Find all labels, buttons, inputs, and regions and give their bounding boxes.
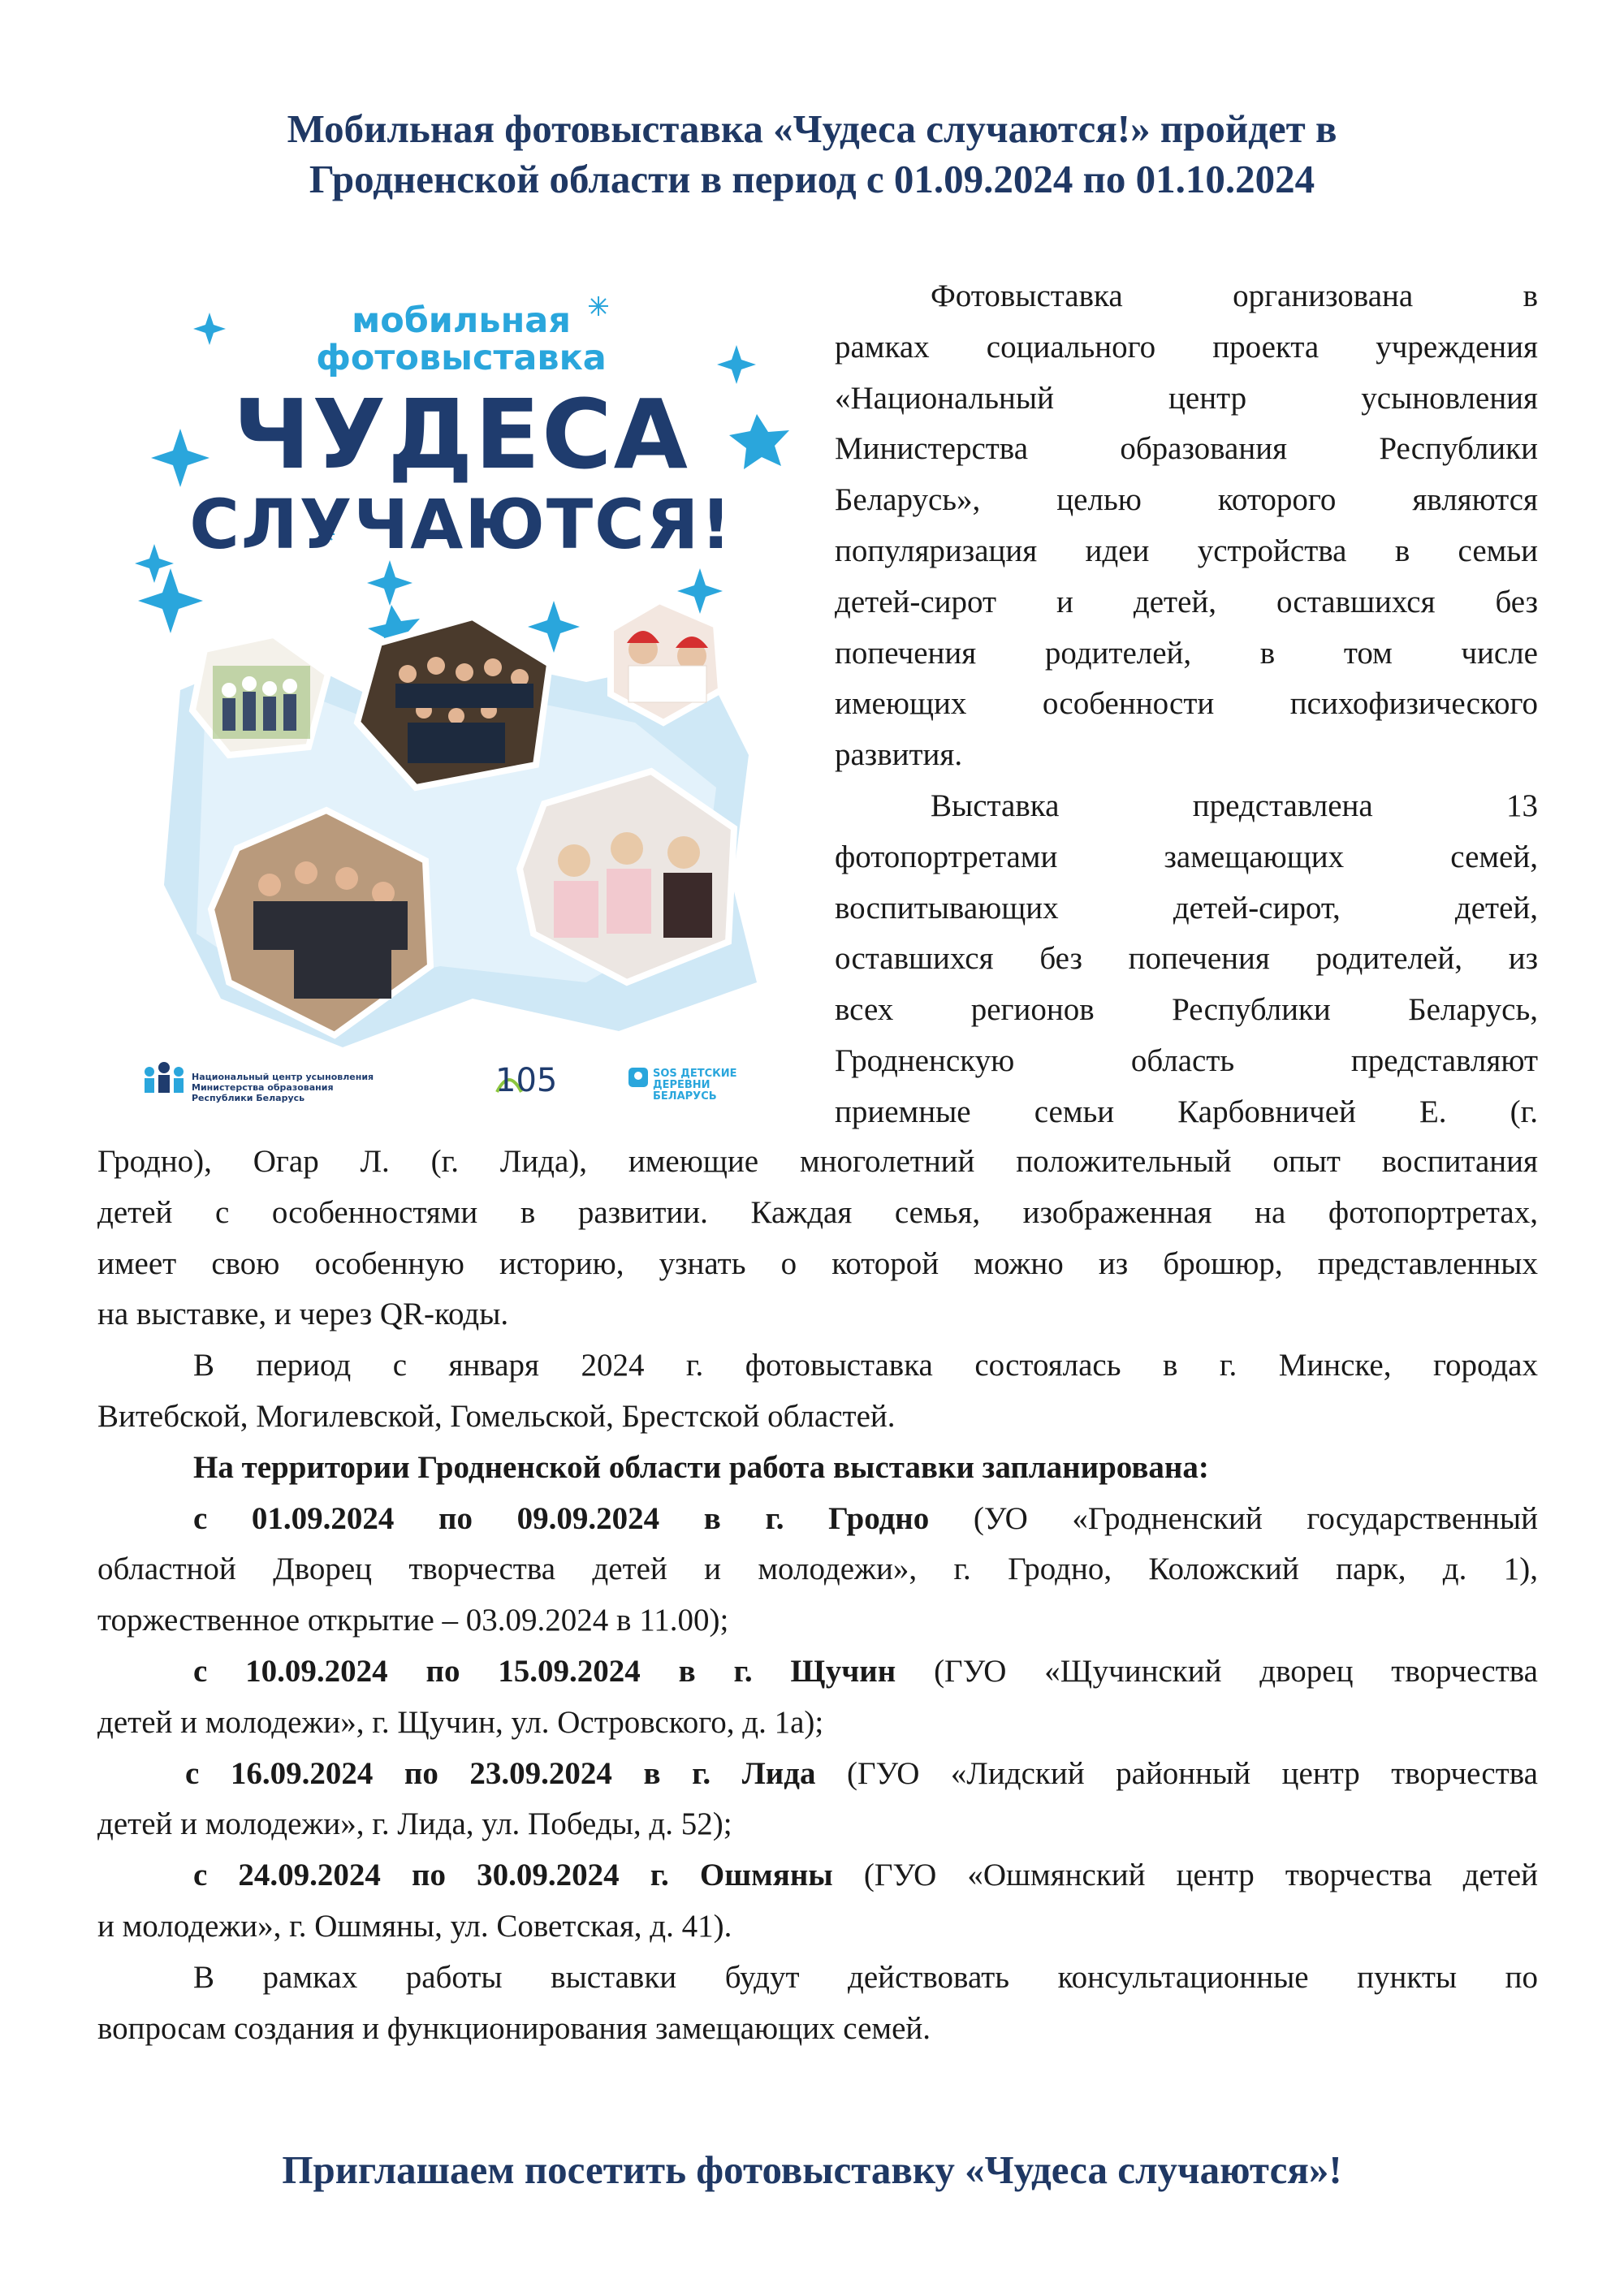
text-line: детей и молодежи», г. Щучин, ул. Островского, д. 1а); [97, 1704, 824, 1740]
text-line: детей и молодежи», г. Лида, ул. Победы, д. 52); [97, 1806, 732, 1842]
text-line: Министерства образования Республики [835, 431, 1538, 467]
text-line: развития. [835, 737, 963, 773]
text-line: Беларусь», целью которого являются [835, 482, 1538, 518]
text-line: приемные семьи Карбовничей Е. (г. [835, 1094, 1538, 1129]
exhibition-poster [132, 268, 791, 1120]
poster-heading-2: СЛУЧАЮТСЯ! [189, 485, 733, 564]
text-line: вопросам создания и функционирования замещающих семей. [97, 2010, 931, 2046]
schedule-heading: На территории Гродненской области работа выставки запланирована: [193, 1449, 1209, 1485]
sos-logo [628, 1068, 648, 1087]
text-line: Гродненскую область представляют [835, 1042, 1538, 1078]
schedule-item-2: с 10.09.2024 по 15.09.2024 в г. Щучин (ГУО «Щучинский дворец творчества [193, 1653, 1538, 1689]
closing-invitation: Приглашаем посетить фотовыставку «Чудеса случаются»! [282, 2147, 1342, 2192]
text-line: В период с января 2024 г. фотовыставка состоялась в г. Минске, городах [193, 1348, 1538, 1383]
adoption-center-logo-text: Национальный центр усыновления Министерства образования Республики Беларусь [192, 1072, 374, 1103]
text-line: на выставке, и через QR-коды. [97, 1297, 509, 1332]
text-line: «Национальный центр усыновления [835, 380, 1538, 416]
text-line: попечения родителей, в том числе [835, 635, 1538, 671]
adoption-center-logo [145, 1062, 184, 1093]
text-line: детей-сирот и детей, оставшихся без [835, 584, 1538, 619]
side-column [835, 271, 1538, 1138]
text-line: популяризация идеи устройства в семьи [835, 533, 1538, 568]
anniversary-logo-text: 105 [495, 1062, 558, 1099]
poster-heading-1: ЧУДЕСА [233, 378, 689, 490]
text-line: Фотовыставка организована в [931, 278, 1538, 313]
text-line: фотопортретами замещающих семей, [835, 839, 1538, 874]
text-line: Выставка представлена 13 [931, 788, 1538, 823]
text-line: и молодежи», г. Ошмяны, ул. Советская, д. 41). [97, 1908, 732, 1944]
text-line: рамках социального проекта учреждения [835, 329, 1538, 365]
schedule-item-4: с 24.09.2024 по 30.09.2024 г. Ошмяны (ГУО «Ошмянский центр творчества детей [193, 1858, 1538, 1893]
text-line: торжественное открытие – 03.09.2024 в 11.00); [97, 1603, 729, 1638]
poster-subtitle-2: фотовыставка [316, 338, 607, 378]
text-line: воспитывающих детей-сирот, детей, [835, 890, 1538, 926]
text-line: детей с особенностями в развитии. Каждая семья, изображенная на фотопортретах, [97, 1194, 1538, 1230]
text-line: областной Дворец творчества детей и молодежи», г. Гродно, Коложский парк, д. 1), [97, 1552, 1538, 1587]
sos-logo-text: SOS ДЕТСКИЕ ДЕРЕВНИ БЕЛАРУСЬ [653, 1068, 737, 1103]
title-line-2: Гродненской области в период с 01.09.2024 по 01.10.2024 [309, 157, 1315, 201]
text-line: имеющих особенности психофизического [835, 686, 1538, 722]
poster-subtitle-1: мобильная [352, 300, 571, 341]
text-line: Витебской, Могилевской, Гомельской, Брестской областей. [97, 1398, 896, 1434]
text-line: В рамках работы выставки будут действовать консультационные пункты по [193, 1959, 1538, 1995]
schedule-item-1: с 01.09.2024 по 09.09.2024 в г. Гродно (УО «Гродненский государственный [193, 1500, 1538, 1536]
page-title [97, 104, 1527, 205]
title-line-1: Мобильная фотовыставка «Чудеса случаются!» пройдет в [287, 106, 1337, 151]
schedule-item-3: с 16.09.2024 по 23.09.2024 в г. Лида (ГУО «Лидский районный центр творчества [185, 1755, 1538, 1791]
family-photo-1 [192, 635, 328, 755]
text-line: оставшихся без попечения родителей, из [835, 941, 1538, 977]
text-line: имеет свою особенную историю, узнать о которой можно из брошюр, представленных [97, 1245, 1538, 1281]
main-column [97, 1137, 1538, 2054]
text-line: Гродно), Огар Л. (г. Лида), имеющие многолетний положительный опыт воспитания [97, 1144, 1538, 1179]
text-line: всех регионов Республики Беларусь, [835, 992, 1538, 1028]
